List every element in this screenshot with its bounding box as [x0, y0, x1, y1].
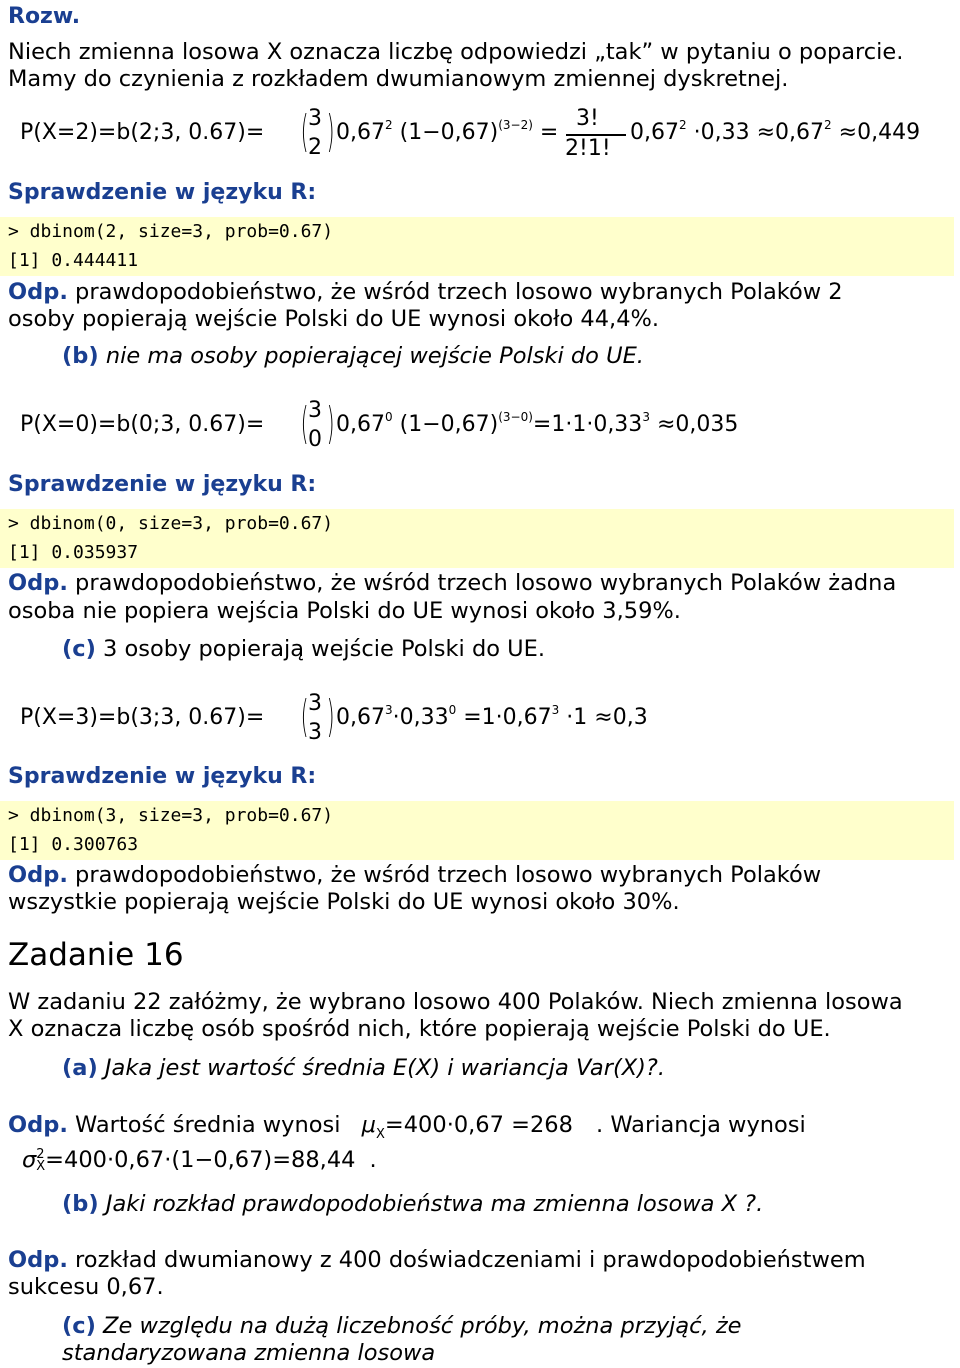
- formula-b-binom-top: 3: [308, 398, 322, 423]
- answer-qa-text-3: .: [369, 1147, 377, 1173]
- code-b-line-1: > dbinom(0, size=3, prob=0.67): [8, 513, 334, 534]
- answer-label-qa: Odp.: [8, 1112, 68, 1138]
- question-c-line-2: standaryzowana zmienna losowa: [62, 1340, 436, 1366]
- formula-a-binom-bottom: 2: [308, 135, 322, 160]
- task-title: Zadanie 16: [8, 937, 184, 973]
- check-heading-c: Sprawdzenie w języku R:: [8, 764, 317, 789]
- formula-b-binom-bottom: 0: [308, 427, 322, 452]
- part-c-text: 3 osoby popierają wejście Polski do UE.: [95, 636, 545, 662]
- check-heading-a: Sprawdzenie w języku R:: [8, 180, 317, 205]
- formula-a-exp3: 2: [678, 118, 687, 132]
- answer-label-a: Odp.: [8, 279, 68, 305]
- formula-b-exp1: 0: [384, 410, 393, 424]
- part-c-label: (c): [62, 636, 96, 662]
- answer-qa-text-1: Wartość średnia wynosi: [67, 1112, 348, 1138]
- formula-a-exp2: (3−2): [498, 118, 533, 132]
- binom-right-paren: ): [326, 106, 335, 157]
- code-a-line-1: > dbinom(2, size=3, prob=0.67): [8, 221, 334, 242]
- answer-qa-text-2: . Wariancja wynosi: [596, 1112, 806, 1138]
- part-b-text: nie ma osoby popierającej wejście Polski do UE.: [98, 343, 644, 369]
- formula-a-frac-den: 2!1!: [565, 136, 611, 161]
- binom-c-right-paren: ): [326, 691, 335, 742]
- question-b-label: (b): [62, 1191, 99, 1217]
- formula-b-mid: =1·1·0,33: [532, 412, 643, 437]
- formula-a-lhs: P(X=2)=b(2;3, 0.67)=: [20, 120, 265, 145]
- formula-a-binom-top: 3: [308, 106, 322, 131]
- sigma-expression: =400·0,67·(1−0,67)=88,44: [45, 1147, 356, 1173]
- code-c-line-1: > dbinom(3, size=3, prob=0.67): [8, 805, 334, 826]
- answer-a-line-2: osoby popierają wejście Polski do UE wynosi około 44,4%.: [8, 306, 660, 332]
- formula-a-frac-num: 3!: [576, 106, 599, 131]
- formula-b-base1: 0,67: [336, 412, 385, 437]
- question-a-label: (a): [62, 1055, 98, 1081]
- solution-heading: Rozw.: [8, 4, 81, 29]
- mu-expression: =400·0,67 =268: [384, 1112, 573, 1138]
- formula-b-exp2: (3−0): [498, 410, 533, 424]
- sigma-symbol: σ: [22, 1147, 37, 1173]
- formula-c-lhs: P(X=3)=b(3;3, 0.67)=: [20, 705, 265, 730]
- formula-b-result: ≈0,035: [656, 412, 739, 437]
- intro-line-1: Niech zmienna losowa X oznacza liczbę odpowiedzi „tak” w pytaniu o poparcie.: [8, 39, 904, 65]
- answer-c-line-1: prawdopodobieństwo, że wśród trzech losowo wybranych Polaków: [67, 862, 822, 888]
- task-line-2: X oznacza liczbę osób spośród nich, które popierają wejście Polski do UE.: [8, 1016, 831, 1042]
- sigma-subscript: X: [36, 1158, 46, 1174]
- answer-c-line-2: wszystkie popierają wejście Polski do UE wynosi około 30%.: [8, 889, 680, 915]
- code-block-c: [0, 801, 954, 860]
- sigma-superscript: 2: [36, 1146, 45, 1162]
- code-block-a: [0, 217, 954, 276]
- question-c-label: (c): [62, 1313, 96, 1339]
- binom-left-paren: (: [300, 106, 309, 157]
- answer-label-c: Odp.: [8, 862, 68, 888]
- code-block-b: [0, 509, 954, 568]
- part-b-label: (b): [62, 343, 99, 369]
- mu-subscript: X: [375, 1127, 385, 1142]
- formula-b-exp3: 3: [642, 410, 650, 424]
- question-a-text: Jaka jest wartość średnia E(X) i wariancja Var(X)?.: [97, 1055, 666, 1081]
- formula-a-result: ≈0,449: [838, 120, 921, 145]
- answer-b-line-2: osoba nie popiera wejścia Polski do UE wynosi około 3,59%.: [8, 598, 681, 624]
- question-c-line-1: Ze względu na dużą liczebność próby, można przyjąć, że: [95, 1313, 742, 1339]
- formula-a-base1: 0,67: [336, 120, 385, 145]
- answer-label-b: Odp.: [8, 570, 68, 596]
- answer-label-qb: Odp.: [8, 1247, 68, 1273]
- formula-a-base2: (1−0,67): [399, 120, 499, 145]
- code-a-line-2: [1] 0.444411: [8, 250, 139, 271]
- formula-c-mid: =1·0,67: [456, 705, 552, 730]
- formula-c-exp3: 3: [551, 703, 560, 717]
- formula-c-base1: 0,67: [336, 705, 385, 730]
- mu-symbol: μ: [361, 1112, 376, 1138]
- answer-qb-line-2: sukcesu 0,67.: [8, 1274, 164, 1300]
- answer-b-line-1: prawdopodobieństwo, że wśród trzech losowo wybranych Polaków żadna: [67, 570, 897, 596]
- formula-a-exp1: 2: [384, 118, 393, 132]
- formula-c-exp1: 3: [384, 703, 393, 717]
- binom-c-left-paren: (: [300, 691, 309, 742]
- formula-c-base2: ·0,33: [392, 705, 449, 730]
- formula-b-base2: (1−0,67): [399, 412, 499, 437]
- binom-b-left-paren: (: [300, 398, 309, 449]
- code-b-line-2: [1] 0.035937: [8, 542, 139, 563]
- binom-b-right-paren: ): [326, 398, 335, 449]
- formula-b-lhs: P(X=0)=b(0;3, 0.67)=: [20, 412, 265, 437]
- formula-c-exp2: 0: [448, 703, 457, 717]
- task-line-1: W zadaniu 22 załóżmy, że wybrano losowo 400 Polaków. Niech zmienna losowa: [8, 989, 903, 1015]
- intro-line-2: Mamy do czynienia z rozkładem dwumianowym zmiennej dyskretnej.: [8, 66, 789, 92]
- code-c-line-2: [1] 0.300763: [8, 834, 139, 855]
- formula-c-binom-top: 3: [308, 691, 322, 716]
- formula-c-result: ·1 ≈0,3: [566, 705, 648, 730]
- formula-a-eq: =: [539, 120, 559, 145]
- formula-a-exp4: 2: [824, 118, 832, 132]
- formula-a-mid: ·0,33 ≈0,67: [693, 120, 825, 145]
- answer-a-line-1: prawdopodobieństwo, że wśród trzech losowo wybranych Polaków 2: [67, 279, 843, 305]
- check-heading-b: Sprawdzenie w języku R:: [8, 472, 317, 497]
- question-b-text: Jaki rozkład prawdopodobieństwa ma zmienna losowa X ?.: [98, 1191, 764, 1217]
- formula-a-base3: 0,67: [630, 120, 679, 145]
- formula-c-binom-bottom: 3: [308, 720, 322, 745]
- answer-qb-line-1: rozkład dwumianowy z 400 doświadczeniami i prawdopodobieństwem: [67, 1247, 866, 1273]
